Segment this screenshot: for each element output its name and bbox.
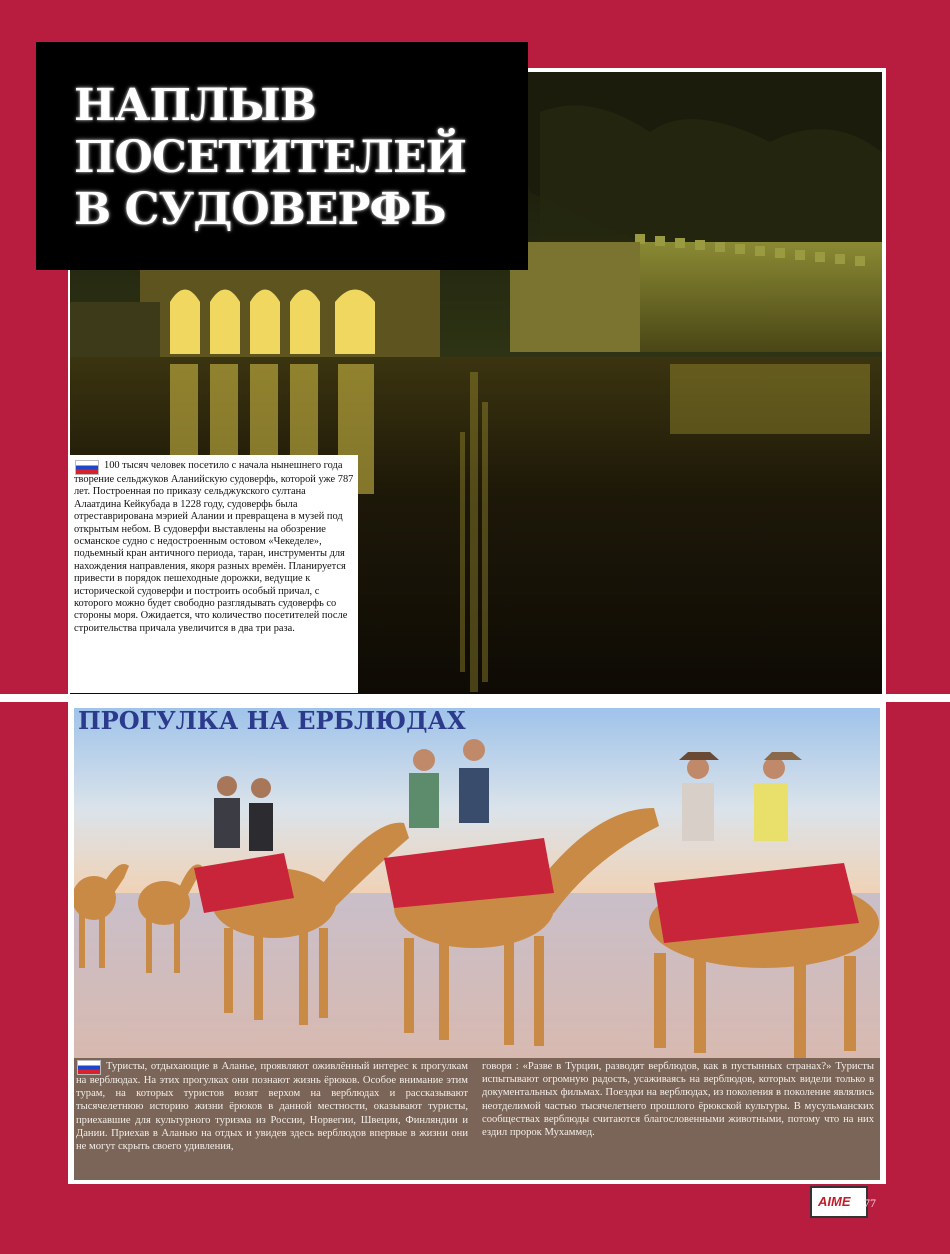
article-body [74,460,354,635]
article-title [74,80,514,236]
title-line-1: НАПЛЫВ [74,80,316,131]
page-number: 77 [864,1196,876,1210]
camel-text-column-2: говоря : «Разве в Турции, разводят верблюдов, как в пустынных странах?» Туристы испытывают огромную радость, усаживаясь на верблюдов, которых видели только в документальных фильмах. Поездки на верблюдах, из поколения в поколение являлись неотделимой частью тысячелетнего прошлого ёрюкской культуры. В мусульманских сообществах верблюды считаются благословенными животными, потому что на них ездил пророк Мухаммед. [482,1061,874,1139]
camel-text-column-1 [76,1060,468,1153]
camel-ride-photo [74,708,880,1060]
title-line-2: ПОСЕТИТЕЛЕЙ [74,132,467,183]
russian-flag-icon [76,461,98,474]
section-heading: ПРОГУЛКА НА ЕРБЛЮДАХ [78,706,466,735]
logo-text: AIME [818,1194,851,1209]
camel-text-column-1-body: Туристы, отдыхающие в Аланье, проявляют оживлённый интерес к прогулкам на верблюдах. На этих прогулках они познают жизнь ёрюков. Особое внимание этим турам, на которых туристов возят верхом на верблюдах и рассказывают тысячелетнюю историю жизни ёрюков в данной местности, оказывают туристы, приехавшие для культурного туризма из России, Норвегии, Швеции, Финляндии и Дании. Приехав в Аланью на отдых и увидев здесь верблюдов впервые в жизни они не могут скрыть своего удивления, [76,1061,468,1153]
article-body-text: 100 тысяч человек посетило с начала нынешнего года творение сельджуков Аланийскую судоверфь, которой уже 787 лет. Построенная по приказу сельджукского султана Алаатдина Кейкубада в 1228 году, судоверфь была отреставрирована мэрией Алании и превращена в музей под открытым небом. В судоверфи выставлены на обозрение османское судно с недостроенным остовом «Чекеделе», подьемный кран античного периода, таран, инструменты для нахождения направления, якоря разных времён. Планируется привести в порядок пешеходные дорожки, ведущие к исторической судоверфи и построить особый причал, с которого можно будет свободно разглядывать судоверфь со стороны моря. Ожидается, что количество посетителей после строительства причала увеличится в два три раза. [74,460,354,634]
russian-flag-icon [78,1061,100,1074]
title-line-3: В СУДОВЕРФЬ [74,184,446,235]
section-divider [0,694,950,702]
